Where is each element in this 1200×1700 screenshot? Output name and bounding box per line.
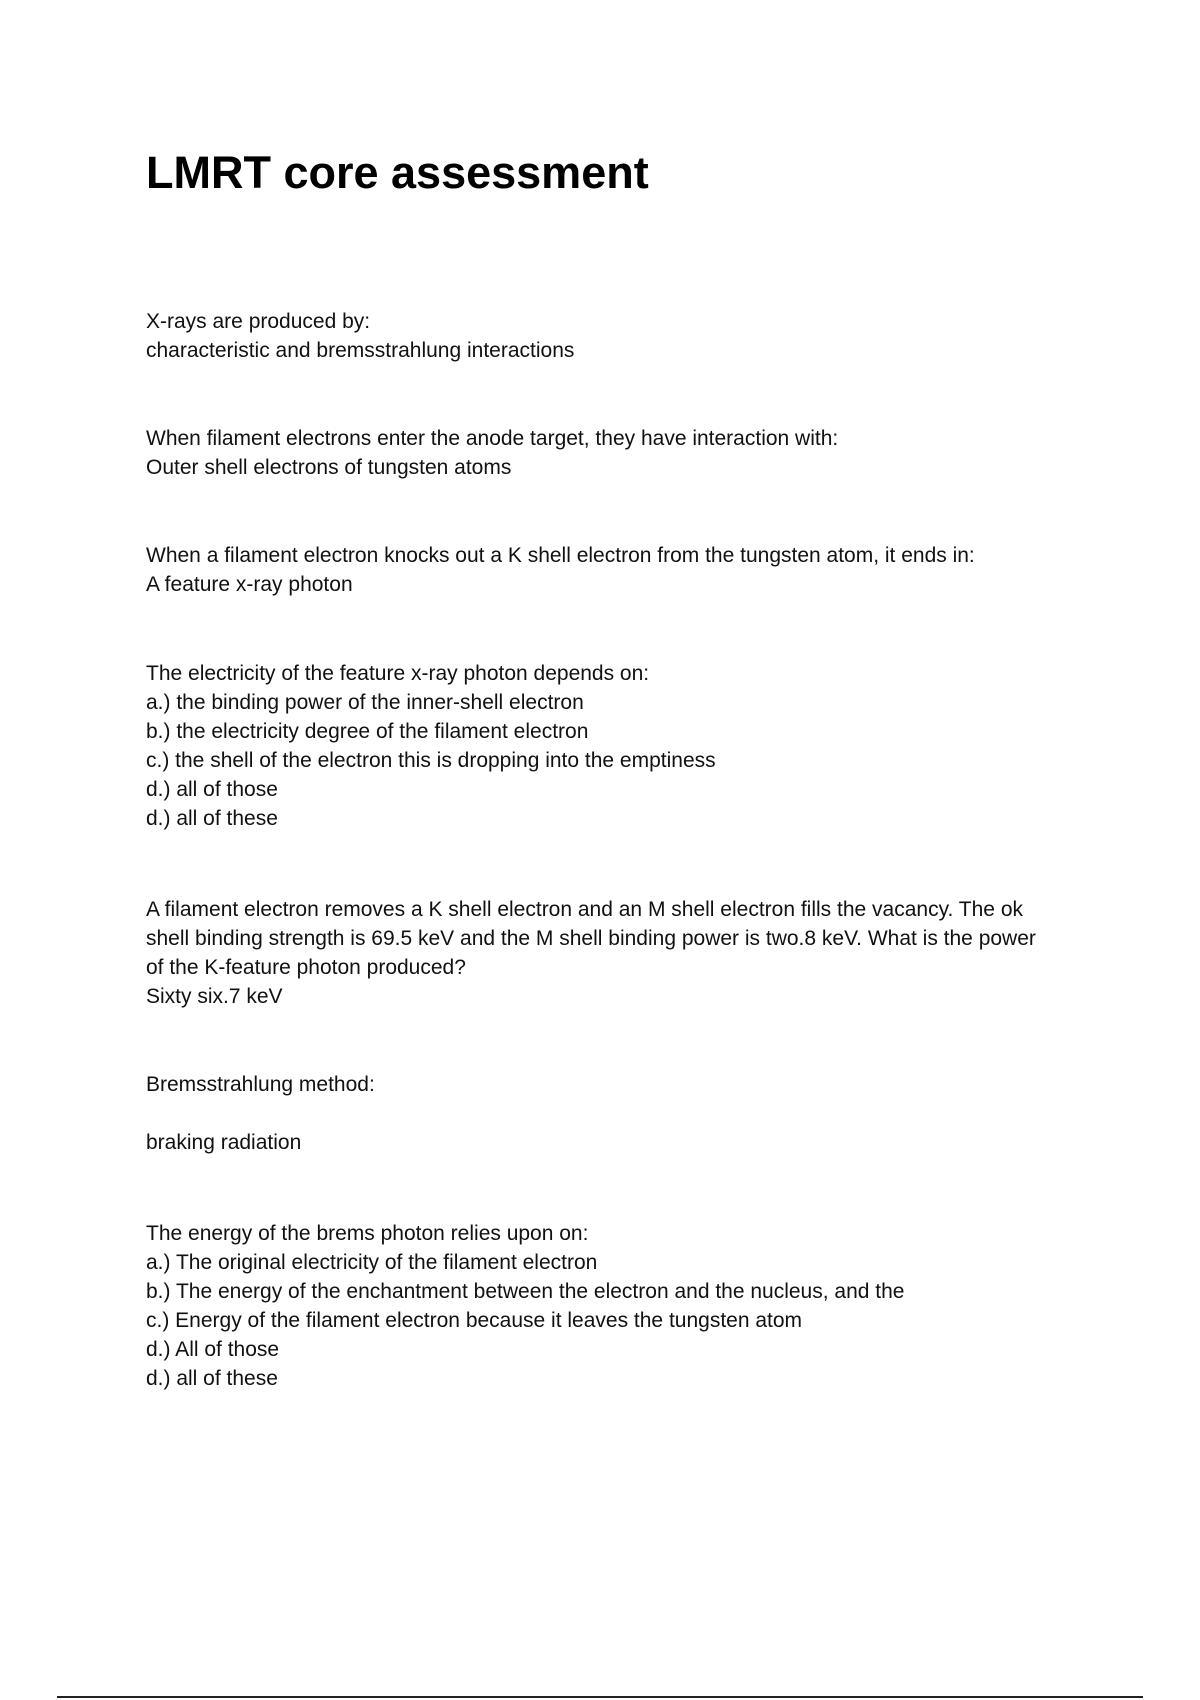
question-block-xray-production bbox=[146, 307, 1106, 365]
option-b: b.) the electricity degree of the filament electron bbox=[146, 720, 589, 743]
question-block-bremsstrahlung bbox=[146, 1070, 1106, 1157]
question-block-characteristic-energy bbox=[146, 659, 1106, 833]
option-a: a.) The original electricity of the filament electron bbox=[146, 1251, 598, 1274]
question-text: Bremsstrahlung method: bbox=[146, 1073, 375, 1096]
document-title: LMRT core assessment bbox=[146, 147, 649, 198]
answer-text: characteristic and bremsstrahlung interactions bbox=[146, 339, 575, 362]
question-block-brems-energy bbox=[146, 1219, 1106, 1393]
answer-text: Sixty six.7 keV bbox=[146, 985, 283, 1008]
question-text: The electricity of the feature x-ray photon depends on: bbox=[146, 662, 650, 685]
question-line: shell binding strength is 69.5 keV and the M shell binding power is two.8 keV. What is the power bbox=[146, 927, 1036, 950]
answer-text: d.) all of these bbox=[146, 807, 278, 830]
option-c: c.) Energy of the filament electron because it leaves the tungsten atom bbox=[146, 1309, 803, 1332]
option-b: b.) The energy of the enchantment between the electron and the nucleus, and the bbox=[146, 1280, 905, 1303]
question-text: When a filament electron knocks out a K shell electron from the tungsten atom, it ends in: bbox=[146, 544, 975, 567]
spacer bbox=[146, 1099, 1106, 1128]
answer-text: A feature x-ray photon bbox=[146, 573, 353, 596]
option-d: d.) all of those bbox=[146, 778, 278, 801]
question-text: X-rays are produced by: bbox=[146, 310, 371, 333]
option-d: d.) All of those bbox=[146, 1338, 280, 1361]
question-line: A filament electron removes a K shell electron and an M shell electron fills the vacancy. The ok bbox=[146, 898, 1023, 921]
question-text: When filament electrons enter the anode target, they have interaction with: bbox=[146, 427, 839, 450]
question-block-anode-interaction bbox=[146, 424, 1106, 482]
question-block-k-photon-calculation bbox=[146, 895, 1106, 1011]
question-line: of the K-feature photon produced? bbox=[146, 956, 466, 979]
answer-text: braking radiation bbox=[146, 1131, 302, 1154]
answer-text: d.) all of these bbox=[146, 1367, 278, 1390]
option-a: a.) the binding power of the inner-shell electron bbox=[146, 691, 584, 714]
answer-text: Outer shell electrons of tungsten atoms bbox=[146, 456, 512, 479]
question-text: The energy of the brems photon relies upon on: bbox=[146, 1222, 589, 1245]
question-block-k-shell bbox=[146, 541, 1106, 599]
option-c: c.) the shell of the electron this is dropping into the emptiness bbox=[146, 749, 716, 772]
footer-divider bbox=[57, 1696, 1143, 1698]
